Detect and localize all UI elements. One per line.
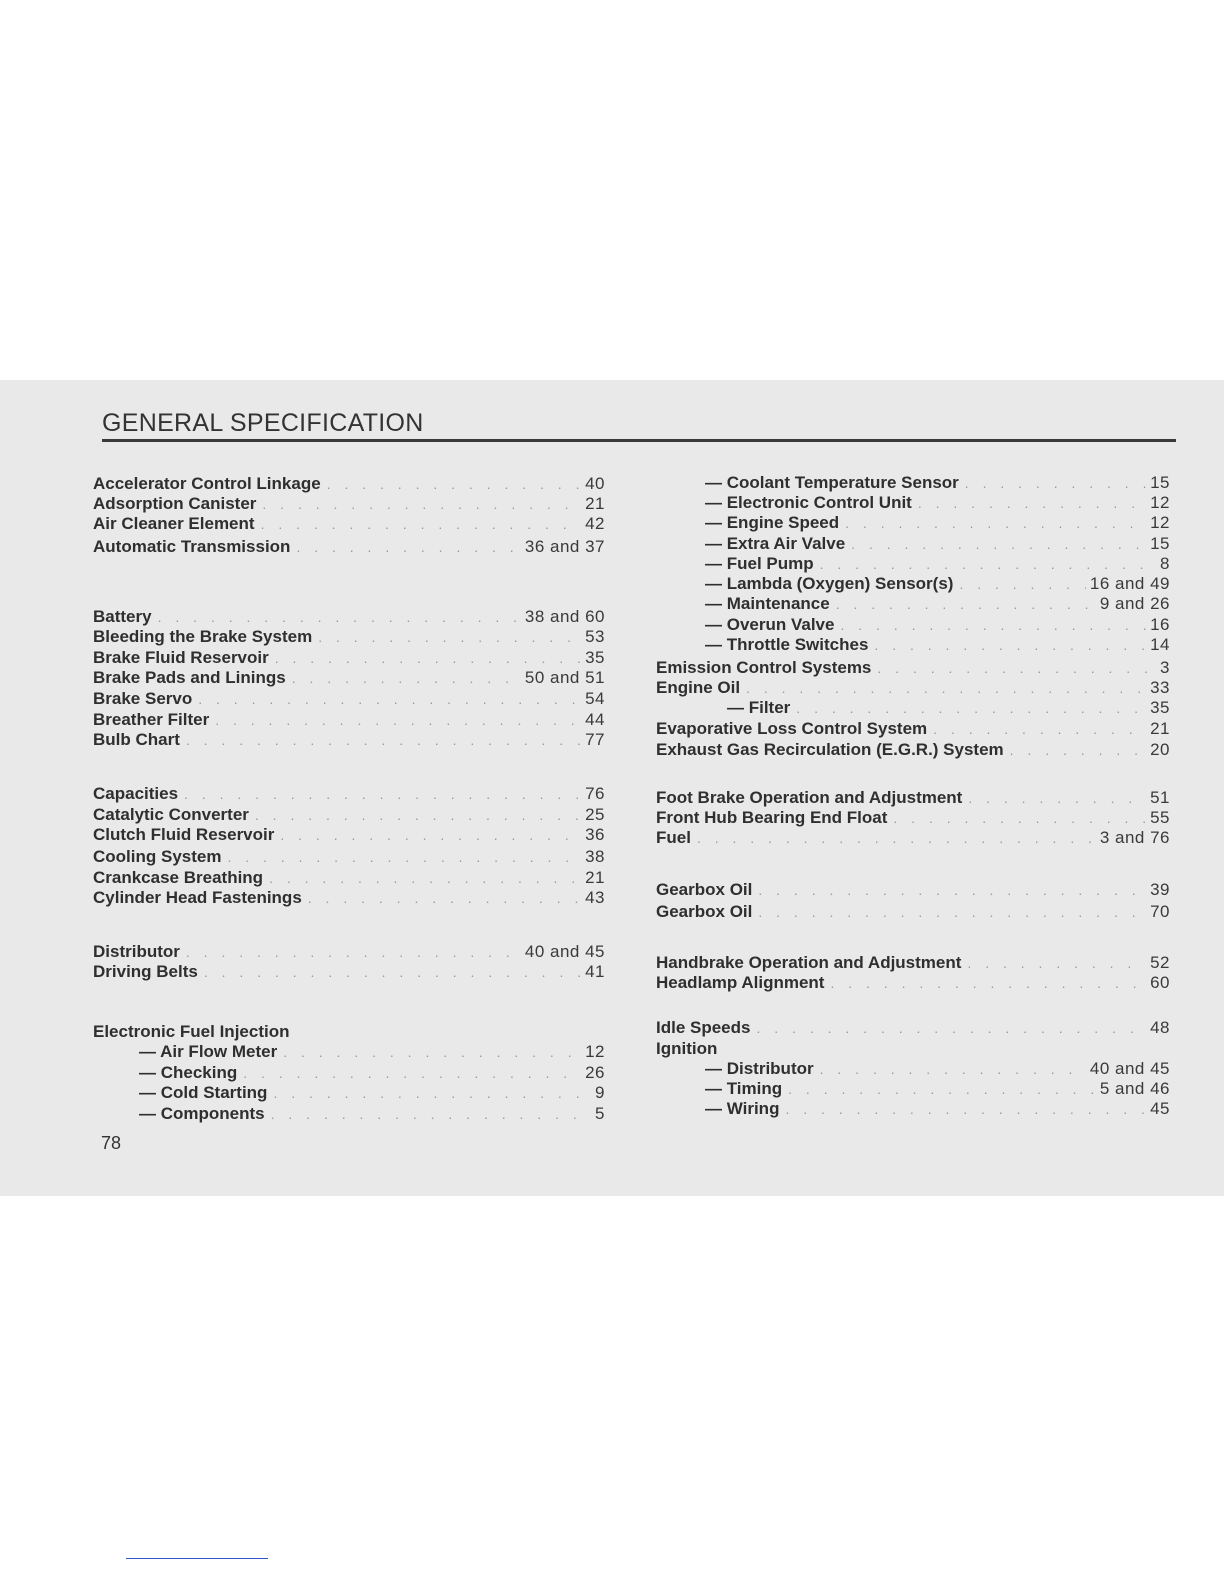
dot-leader (1010, 742, 1146, 758)
index-entry (656, 513, 1170, 533)
index-entry-page: 40 and 45 (524, 942, 605, 961)
index-entry-page: 35 (585, 648, 605, 667)
index-entry-label: Engine Oil (656, 678, 741, 697)
index-entry-label: Clutch Fluid Reservoir (93, 825, 275, 844)
index-entry (93, 1022, 605, 1042)
index-entry-label: Foot Brake Operation and Adjustment (656, 788, 963, 807)
footer-rule (126, 1558, 268, 1559)
dot-leader (275, 650, 581, 666)
index-entry (656, 1099, 1170, 1119)
index-entry-page: 15 (1150, 534, 1170, 553)
index-entry-label: Cylinder Head Fastenings (93, 888, 302, 907)
index-entry-label: Bleeding the Brake System (93, 627, 313, 646)
index-entry-label: — Air Flow Meter (139, 1042, 278, 1061)
dot-leader (959, 576, 1085, 592)
index-entry (93, 1042, 605, 1062)
index-entry-label: Headlamp Alignment (656, 973, 825, 992)
index-entry-page: 8 (1160, 554, 1170, 573)
index-entry (93, 730, 605, 750)
dot-leader (877, 660, 1156, 676)
dot-leader (697, 830, 1096, 846)
index-entry-label: Cooling System (93, 847, 222, 866)
title-rule (102, 439, 1176, 442)
index-entry-label: Exhaust Gas Recirculation (E.G.R.) System (656, 740, 1004, 759)
index-entry (93, 825, 605, 845)
dot-leader (308, 890, 581, 906)
index-entry-label: Automatic Transmission (93, 537, 291, 556)
index-entry-page: 70 (1150, 902, 1170, 921)
index-entry-page: 12 (1150, 493, 1170, 512)
index-entry-page: 21 (1150, 719, 1170, 738)
page-number: 78 (101, 1133, 122, 1153)
index-entry-page: 54 (585, 689, 605, 708)
index-entry-label: — Components (139, 1104, 265, 1123)
index-entry-label: Accelerator Control Linkage (93, 474, 321, 493)
index-entry (656, 678, 1170, 698)
index-entry-label: — Filter (727, 698, 791, 717)
index-entry-page: 53 (585, 627, 605, 646)
index-entry-label: Crankcase Breathing (93, 868, 264, 887)
index-entry-label: — Coolant Temperature Sensor (705, 473, 959, 492)
index-entry (93, 962, 605, 982)
index-entry-label: Brake Servo (93, 689, 193, 708)
index-entry-page: 5 and 46 (1099, 1079, 1170, 1098)
index-entry (656, 953, 1170, 973)
index-entry-page: 44 (585, 710, 605, 729)
index-entry (656, 493, 1170, 513)
dot-leader (756, 1020, 1146, 1036)
index-entry (656, 1039, 1170, 1059)
index-entry-label: Gearbox Oil (656, 880, 753, 899)
index-entry (656, 534, 1170, 554)
dot-leader (758, 882, 1146, 898)
index-entry-label: — Timing (705, 1079, 783, 1098)
index-entry-label: — Distributor (705, 1059, 814, 1078)
index-entry (656, 1059, 1170, 1079)
index-entry-page: 36 and 37 (524, 537, 605, 556)
dot-leader (243, 1065, 581, 1081)
dot-leader (788, 1081, 1096, 1097)
index-entry (93, 847, 605, 867)
index-entry (656, 574, 1170, 594)
index-entry-page: 35 (1150, 698, 1170, 717)
index-entry-label: — Electronic Control Unit (705, 493, 912, 512)
index-entry-page: 39 (1150, 880, 1170, 899)
index-entry (93, 1104, 605, 1124)
index-entry (656, 880, 1170, 900)
index-entry-label: — Lambda (Oxygen) Sensor(s) (705, 574, 954, 593)
dot-leader (965, 475, 1146, 491)
index-entry (656, 594, 1170, 614)
index-entry-label: Electronic Fuel Injection (93, 1022, 290, 1041)
dot-leader (186, 944, 521, 960)
index-entry-label: Fuel (656, 828, 691, 847)
index-entry (93, 537, 605, 557)
dot-leader (918, 495, 1146, 511)
index-entry (656, 808, 1170, 828)
index-entry-label: — Maintenance (705, 594, 830, 613)
dot-leader (874, 637, 1146, 653)
dot-leader (840, 617, 1146, 633)
index-entry (93, 805, 605, 825)
index-entry (656, 788, 1170, 808)
dot-leader (283, 1044, 581, 1060)
index-entry-label: Distributor (93, 942, 180, 961)
page-title: GENERAL SPECIFICATION (102, 408, 424, 437)
index-entry-page: 51 (1150, 788, 1170, 807)
dot-leader (261, 516, 582, 532)
dot-leader (758, 904, 1146, 920)
dot-leader (262, 496, 581, 512)
dot-leader (820, 556, 1156, 572)
index-entry-page: 16 and 49 (1089, 574, 1170, 593)
dot-leader (785, 1101, 1146, 1117)
index-entry-label: Battery (93, 607, 152, 626)
index-entry (93, 888, 605, 908)
dot-leader (184, 786, 581, 802)
index-entry-page: 20 (1150, 740, 1170, 759)
index-entry (656, 973, 1170, 993)
index-entry-page: 25 (585, 805, 605, 824)
index-entry-label: Gearbox Oil (656, 902, 753, 921)
index-entry-page: 12 (1150, 513, 1170, 532)
index-entry (656, 554, 1170, 574)
index-entry-page: 26 (585, 1063, 605, 1082)
index-entry-page: 43 (585, 888, 605, 907)
index-entry (656, 473, 1170, 493)
dot-leader (933, 721, 1146, 737)
index-entry-label: — Extra Air Valve (705, 534, 846, 553)
index-entry (93, 648, 605, 668)
index-entry-label: — Checking (139, 1063, 238, 1082)
dot-leader (836, 596, 1096, 612)
index-entry-label: Air Cleaner Element (93, 514, 255, 533)
index-entry-page: 50 and 51 (524, 668, 605, 687)
dot-leader (269, 870, 581, 886)
index-entry-page: 55 (1150, 808, 1170, 827)
index-entry-page: 14 (1150, 635, 1170, 654)
index-entry-page: 52 (1150, 953, 1170, 972)
index-entry (93, 1083, 605, 1103)
dot-leader (851, 536, 1146, 552)
dot-leader (318, 629, 581, 645)
dot-leader (204, 964, 581, 980)
dot-leader (820, 1061, 1086, 1077)
index-entry-page: 36 (585, 825, 605, 844)
index-entry (656, 635, 1170, 655)
dot-leader (893, 810, 1146, 826)
index-entry (93, 689, 605, 709)
index-entry-label: Emission Control Systems (656, 658, 872, 677)
index-entry (656, 828, 1170, 848)
index-entry-label: Breather Filter (93, 710, 210, 729)
index-entry-page: 21 (585, 868, 605, 887)
index-entry-label: Catalytic Converter (93, 805, 249, 824)
dot-leader (967, 955, 1146, 971)
index-entry-page: 48 (1150, 1018, 1170, 1037)
dot-leader (186, 732, 581, 748)
dot-leader (271, 1106, 591, 1122)
index-entry-page: 42 (585, 514, 605, 533)
index-entry-page: 38 (585, 847, 605, 866)
index-entry-page: 45 (1150, 1099, 1170, 1118)
index-entry-page: 3 (1160, 658, 1170, 677)
index-entry-label: Capacities (93, 784, 179, 803)
index-entry (656, 719, 1170, 739)
index-entry (656, 902, 1170, 922)
index-entry-page: 77 (585, 730, 605, 749)
dot-leader (215, 712, 581, 728)
index-entry (656, 698, 1170, 718)
index-entry-label: Driving Belts (93, 962, 198, 981)
index-entry (93, 494, 605, 514)
dot-leader (845, 515, 1146, 531)
index-entry (93, 710, 605, 730)
index-entry (93, 1063, 605, 1083)
dot-leader (280, 827, 581, 843)
dot-leader (327, 476, 581, 492)
index-entry-page: 12 (585, 1042, 605, 1061)
index-entry-page: 33 (1150, 678, 1170, 697)
dot-leader (273, 1085, 591, 1101)
dot-leader (227, 849, 581, 865)
index-entry-page: 9 and 26 (1099, 594, 1170, 613)
index-entry-page: 40 and 45 (1089, 1059, 1170, 1078)
index-entry-label: — Throttle Switches (705, 635, 869, 654)
index-entry-label: — Overun Valve (705, 615, 835, 634)
index-entry-page: 3 and 76 (1099, 828, 1170, 847)
index-entry-label: Ignition (656, 1039, 718, 1058)
index-entry-page: 9 (595, 1083, 605, 1102)
index-entry (93, 627, 605, 647)
dot-leader (296, 539, 520, 555)
index-entry-page: 60 (1150, 973, 1170, 992)
dot-leader (968, 790, 1146, 806)
index-entry-page: 41 (585, 962, 605, 981)
index-entry-label: Evaporative Loss Control System (656, 719, 928, 738)
dot-leader (796, 700, 1146, 716)
index-entry-label: — Wiring (705, 1099, 780, 1118)
index-entry-page: 40 (585, 474, 605, 493)
index-entry-label: Front Hub Bearing End Float (656, 808, 888, 827)
dot-leader (255, 807, 581, 823)
index-entry (93, 784, 605, 804)
index-entry-label: — Fuel Pump (705, 554, 814, 573)
dot-leader (830, 975, 1146, 991)
index-entry-page: 76 (585, 784, 605, 803)
index-entry (656, 615, 1170, 635)
index-entry (656, 1079, 1170, 1099)
index-entry (93, 868, 605, 888)
dot-leader (158, 609, 521, 625)
index-entry-label: Adsorption Canister (93, 494, 257, 513)
index-entry-page: 16 (1150, 615, 1170, 634)
index-entry-label: Brake Fluid Reservoir (93, 648, 269, 667)
index-entry-page: 38 and 60 (524, 607, 605, 626)
index-entry (93, 607, 605, 627)
index-entry-label: — Engine Speed (705, 513, 840, 532)
index-entry (93, 514, 605, 534)
index-entry (93, 474, 605, 494)
dot-leader (746, 680, 1146, 696)
index-entry (93, 668, 605, 688)
index-entry-label: Bulb Chart (93, 730, 180, 749)
index-entry (656, 740, 1170, 760)
index-entry-page: 21 (585, 494, 605, 513)
index-entry-page: 5 (595, 1104, 605, 1123)
index-entry-label: Idle Speeds (656, 1018, 751, 1037)
dot-leader (292, 670, 521, 686)
index-entry (656, 1018, 1170, 1038)
index-entry-label: Brake Pads and Linings (93, 668, 286, 687)
index-entry (656, 658, 1170, 678)
index-entry (93, 942, 605, 962)
index-entry-label: Handbrake Operation and Adjustment (656, 953, 962, 972)
index-entry-label: — Cold Starting (139, 1083, 268, 1102)
index-entry-page: 15 (1150, 473, 1170, 492)
dot-leader (198, 691, 581, 707)
